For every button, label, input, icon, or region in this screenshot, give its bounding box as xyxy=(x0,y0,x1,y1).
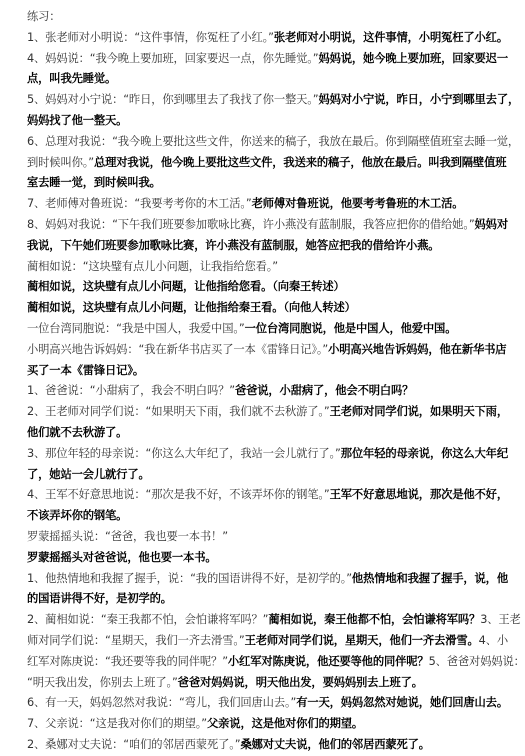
text-line xyxy=(27,69,473,90)
answer-text: 王军不好意思地说，那次是他不好， xyxy=(329,488,508,502)
question-text: 4、小 xyxy=(478,633,508,647)
text-line xyxy=(27,444,508,465)
answer-text: 妈妈对小宁说，昨日，小宁到哪里去了， xyxy=(318,93,520,107)
question-text: 一位台湾同胞说：“我是中国人，我爱中国。” xyxy=(27,321,245,335)
question-text: 2、王老师对同学们说：“如果明天下雨，我们就不去秋游了。” xyxy=(27,405,330,419)
question-text: “明天我出发，你别去上班了。” xyxy=(27,675,178,689)
answer-text: 蔺相如说，秦王他都不怕，会怕谦将军吗？ xyxy=(268,613,481,627)
document-page xyxy=(27,7,525,756)
text-line xyxy=(27,298,473,319)
question-text: 3、那位年轻的母亲说：“你这么大年纪了，我站一会儿就行了。” xyxy=(27,446,341,460)
question-text: 练习： xyxy=(27,10,61,23)
question-text: 1、张老师对小明说：“这件事情，你冤枉了小红。” xyxy=(27,30,274,44)
question-text: 蔺相如说：“这块璧有点儿小问题，让我指给您看。” xyxy=(27,259,278,273)
question-text: 6、总理对我说：“我今晚上要批这些文件，你送来的稿子，我放在最后。你到隔壁值班室去睡一觉， xyxy=(27,134,520,148)
answer-text: 老师傅对鲁班说，他要考考鲁班的木工活。 xyxy=(251,197,464,211)
answer-text: 王老师对同学们说，星期天，他们一齐去滑雪。 xyxy=(244,633,479,647)
text-line xyxy=(27,49,508,70)
text-line xyxy=(27,194,473,215)
text-line xyxy=(27,7,473,28)
text-line xyxy=(27,153,507,174)
text-line xyxy=(27,693,508,714)
text-line xyxy=(27,28,508,49)
text-line xyxy=(27,381,473,402)
answer-text: 我说，下午她们班要参加歌咏比赛，许小燕没有蓝制服，她答应把我的借给许小燕。 xyxy=(27,238,440,252)
answer-text: 爸爸对妈妈说，明天他出发，要妈妈别去上班了。 xyxy=(177,675,423,689)
text-line xyxy=(27,569,508,590)
question-text: 4、王军不好意思地说：“那次是我不好，不该弄坏你的钢笔。” xyxy=(27,488,330,502)
answer-text: 那位年轻的母亲说，你这么大年纪 xyxy=(340,446,508,460)
answer-text: 父亲说，这是他对你们的期望。 xyxy=(207,717,364,731)
question-text: 7、父亲说：“这是我对你们的期望。” xyxy=(27,717,207,731)
answer-text: 有一天，妈妈忽然对她说，她们回唐山去。 xyxy=(296,696,508,710)
text-line xyxy=(27,236,473,257)
answer-text: 桑娜对丈夫说，他们的邻居西蒙死了。 xyxy=(240,737,430,751)
question-text: 罗蒙摇摇头说：“爸爸，我也要一本书！” xyxy=(27,529,228,543)
question-text: 5、妈妈对小宁说：“昨日，你到哪里去了我找了你一整天。” xyxy=(27,93,319,107)
question-text: 到时候叫你。” xyxy=(27,155,94,169)
answer-text: 一位台湾同胞说，他是中国人，他爱中国。 xyxy=(244,321,457,335)
question-text: 小明高兴地告诉妈妈：“我在新华书店买了一本《雷锋日记》。” xyxy=(27,342,329,356)
answer-text: 罗蒙摇摇头对爸爸说，他也要一本书。 xyxy=(27,550,217,564)
text-line xyxy=(27,319,473,340)
question-text: 2、桑娜对丈夫说：“咱们的邻居西蒙死了。” xyxy=(27,737,241,751)
answer-text: 爸爸说，小甜病了，他会不明白吗？ xyxy=(234,384,414,398)
answer-text: 妈妈找了他一整天。 xyxy=(27,113,128,127)
text-line xyxy=(27,111,473,132)
answer-text: 的国语讲得不好，是初学的。 xyxy=(27,592,172,606)
answer-text: 总理对我说，他今晚上要批这些文件，我送来的稿子，他放在最后。叫我到隔壁值班 xyxy=(93,155,507,169)
question-text: 3、王老 xyxy=(480,613,521,627)
question-text: 4、妈妈说：“我今晚上要加班，回家要迟一点，你先睡觉。” xyxy=(27,51,319,65)
text-line xyxy=(27,277,473,298)
text-line xyxy=(27,340,507,361)
text-line xyxy=(27,485,508,506)
answer-text: 蔺相如说，这块璧有点儿小问题，让他指给您看。（向秦王转述） xyxy=(27,280,345,294)
answer-text: 点，叫我先睡觉。 xyxy=(27,72,117,86)
answer-text: 他们就不去秋游了。 xyxy=(27,425,128,439)
text-line xyxy=(27,631,508,652)
text-line xyxy=(27,90,520,111)
text-line xyxy=(27,735,473,756)
answer-text: 他热情地和我握了握手，说，他 xyxy=(351,571,508,585)
text-line xyxy=(27,257,473,278)
answer-text: 小红军对陈庚说，他还要等他的同伴呢？ xyxy=(227,654,429,668)
answer-text: 蔺相如说，这块璧有点儿小问题，让他指给秦王看。（向他人转述） xyxy=(27,301,356,315)
text-line xyxy=(27,361,473,382)
text-line xyxy=(27,173,473,194)
answer-text: 妈妈说，她今晚上要加班，回家要迟一 xyxy=(318,51,508,65)
question-text: 6、有一天，妈妈忽然对我说：“弯儿，我们回唐山去。” xyxy=(27,696,297,710)
question-text: 2、蔺相如说：“秦王我都不怕，会怕谦将军吗？” xyxy=(27,613,269,627)
answer-text: 了，她站一会儿就行了。 xyxy=(27,467,150,481)
text-line xyxy=(27,714,473,735)
text-line xyxy=(27,423,473,444)
text-line xyxy=(27,402,508,423)
text-line xyxy=(27,589,473,610)
question-text: 5、爸爸对妈妈说： xyxy=(428,654,525,668)
question-text: 1、爸爸说：“小甜病了，我会不明白吗？” xyxy=(27,384,235,398)
answer-text: 室去睡一觉，到时候叫我。 xyxy=(27,176,161,190)
text-line xyxy=(27,673,473,694)
question-text: 1、他热情地和我握了握手，说：“我的国语讲得不好，是初学的。” xyxy=(27,571,352,585)
answer-text: 不该弄坏你的钢笔。 xyxy=(27,509,128,523)
text-line xyxy=(27,610,521,631)
question-text: 8、妈妈对我说：“下午我们班要参加歌咏比赛，许小燕没有蓝制服，我答应把你的借给她。” xyxy=(27,217,475,231)
text-line xyxy=(27,215,508,236)
text-line xyxy=(27,506,473,527)
answer-text: 妈妈对 xyxy=(474,217,508,231)
answer-text: 张老师对小明说，这件事情，小明冤枉了小红。 xyxy=(273,30,508,44)
answer-text: 小明高兴地告诉妈妈，他在新华书店 xyxy=(328,342,507,356)
answer-text: 王老师对同学们说，如果明天下雨， xyxy=(329,405,508,419)
text-line xyxy=(27,465,473,486)
question-text: 师对同学们说：“星期天，我们一齐去滑雪。” xyxy=(27,633,245,647)
answer-text: 买了一本《雷锋日记》。 xyxy=(27,363,144,377)
text-line xyxy=(27,548,473,569)
text-line xyxy=(27,132,520,153)
text-line xyxy=(27,652,525,673)
question-text: 红军对陈庚说：“我还要等我的同伴呢？” xyxy=(27,654,228,668)
question-text: 7、老师傅对鲁班说：“我要考考你的木工活。” xyxy=(27,197,252,211)
text-line xyxy=(27,527,473,548)
